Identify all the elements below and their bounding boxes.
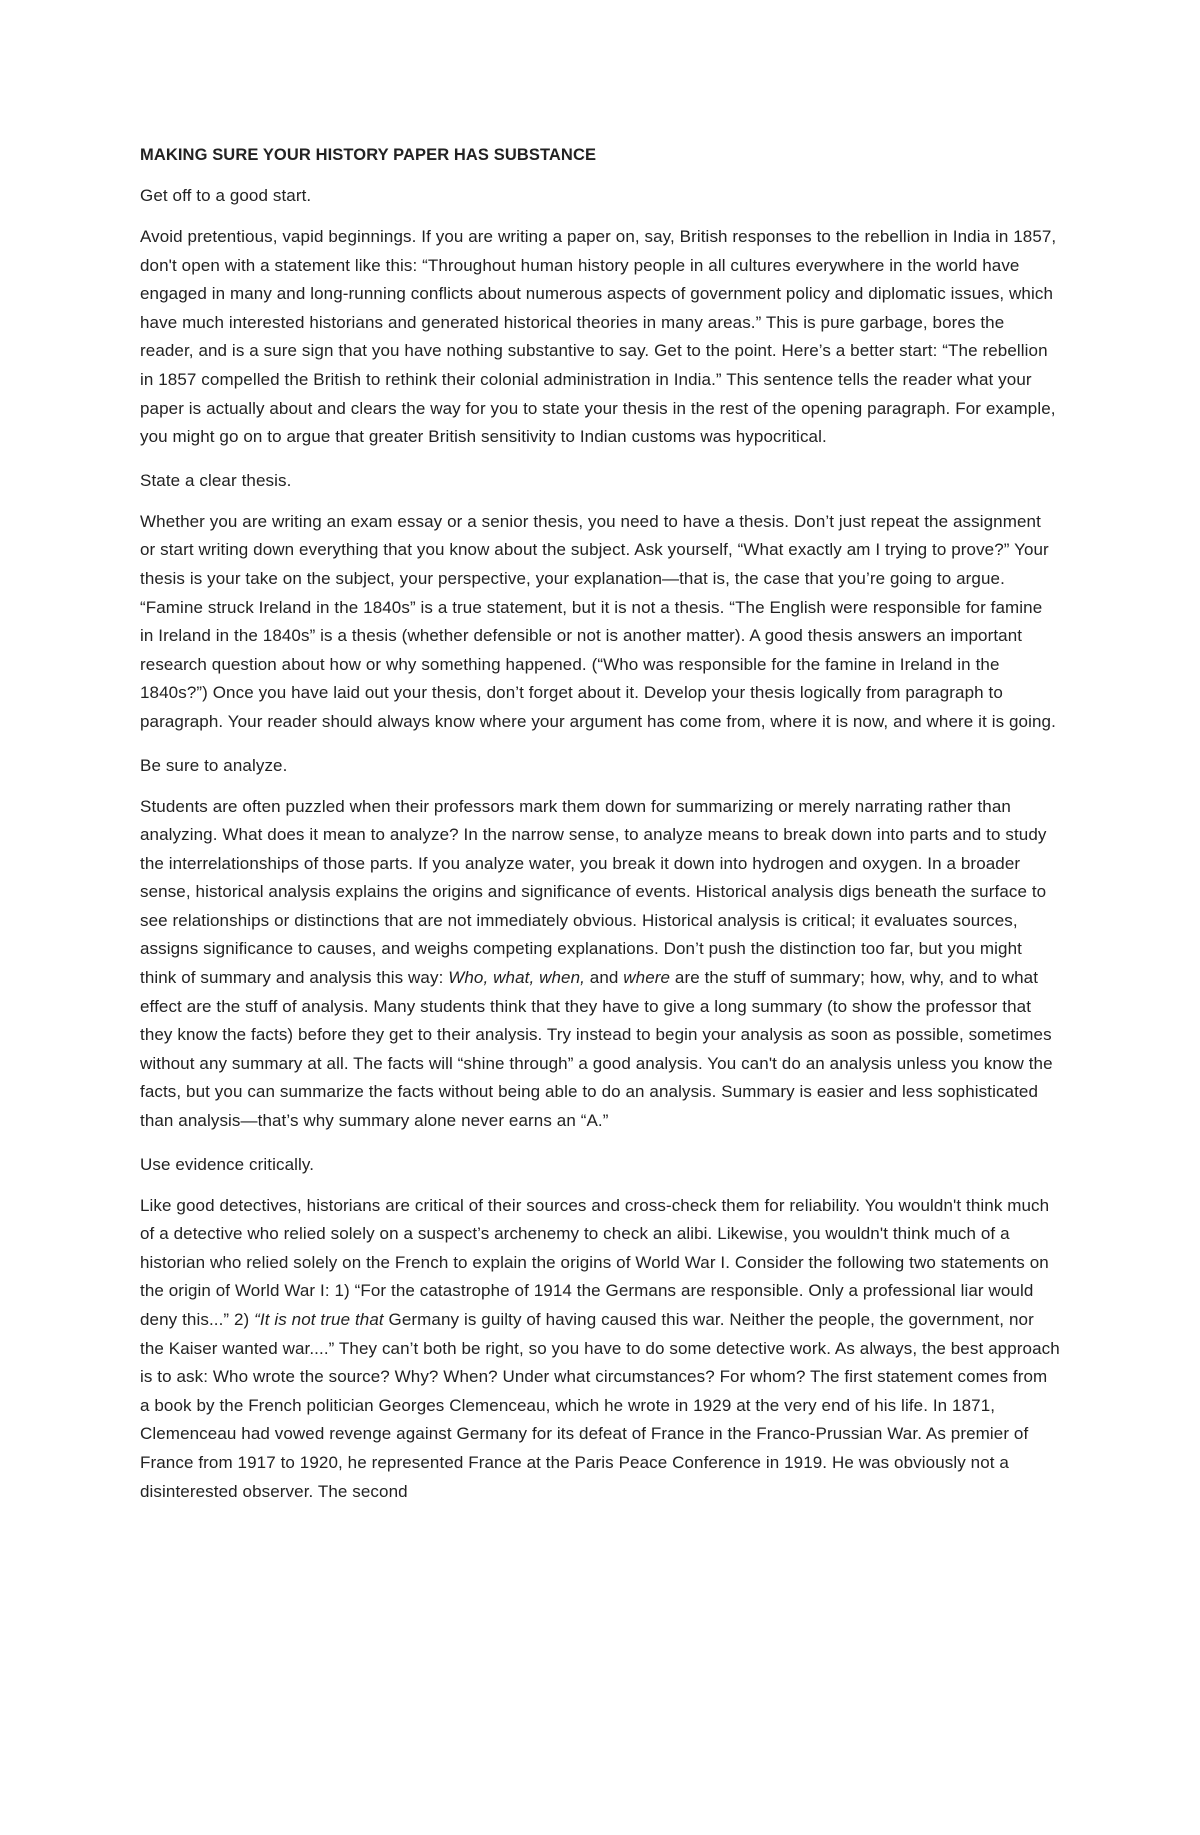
- section-paragraph-clear-thesis: Whether you are writing an exam essay or a senior thesis, you need to have a thesis. Don’t just repeat the assignment or start writing down everything that you know about the subject. Ask yourself, “What exactly am I trying to prove?” Your thesis is your take on the subject, your perspective, your explanation—that is, the case that you’re going to argue. “Famine struck Ireland in the 1840s” is a true statement, but it is not a thesis. “The English were responsible for famine in Ireland in the 1840s” is a thesis (whether defensible or not is another matter). A good thesis answers an important research question about how or why something happened. (“Who was responsible for the famine in Ireland in the 1840s?”) Once you have laid out your thesis, don’t forget about it. Develop your thesis logically from paragraph to paragraph. Your reader should always know where your argument has come from, where it is now, and where it is going.: [140, 511, 1056, 731]
- document-title: MAKING SURE YOUR HISTORY PAPER HAS SUBSTANCE: [140, 146, 597, 164]
- italic-run: Who, what, when,: [448, 968, 585, 988]
- document-page: [140, 143, 1060, 1506]
- section-paragraph-analyze: [140, 793, 1060, 1136]
- italic-run: “It is not true that: [254, 1310, 384, 1329]
- text-run: are the stuff of summary; how, why, and to what effect are the stuff of analysis. Many students think that they have to give a long summary (to show the professor that they know the facts) before they get to their analysis. Try instead to begin your analysis as soon as possible, sometimes without any summary at all. The facts will “shine through” a good analysis. You can't do an analysis unless you know the facts, but you can summarize the facts without being able to do an analysis. Summary is easier and less sophisticated than analysis—that’s why summary alone never earns an “A.”: [140, 968, 1053, 1131]
- text-run: Like good detectives, historians are critical of their sources and cross-check them for reliability. You wouldn't think much of a detective who relied solely on a suspect’s archenemy to check an alibi. Likewise, you wouldn't think much of a historian who relied solely on the French to explain the origins of World War I. Consider the following two statements on the origin of World War I: 1) “For the catastrophe of 1914 the Germans are responsible. Only a professional liar would deny this...” 2): [140, 1195, 1050, 1329]
- section-heading-clear-thesis: State a clear thesis.: [140, 470, 292, 490]
- section-heading-evidence: Use evidence critically.: [140, 1154, 315, 1174]
- section-heading-analyze: Be sure to analyze.: [140, 755, 288, 775]
- text-run: Students are often puzzled when their professors mark them down for summarizing or merely narrating rather than analyzing. What does it mean to analyze? In the narrow sense, to analyze means to break down into parts and to study the interrelationships of those parts. If you analyze water, you break it down into hydrogen and oxygen. In a broader sense, historical analysis explains the origins and significance of events. Historical analysis digs beneath the surface to see relationships or distinctions that are not immediately obvious. Historical analysis is critical; it evaluates sources, assigns significance to causes, and weighs competing explanations. Don’t push the distinction too far, but you might think of summary and analysis this way:: [140, 796, 1047, 988]
- text-run: Germany is guilty of having caused this war. Neither the people, the government, nor the Kaiser wanted war....” They can’t both be right, so you have to do some detective work. As always, the best approach is to ask: Who wrote the source? Why? When? Under what circumstances? For whom? The first statement comes from a book by the French politician Georges Clemenceau, which he wrote in 1929 at the very end of his life. In 1871, Clemenceau had vowed revenge against Germany for its defeat of France in the Franco-Prussian War. As premier of France from 1917 to 1920, he represented France at the Paris Peace Conference in 1919. He was obviously not a disinterested observer. The second: [140, 1310, 1060, 1501]
- italic-run: where: [623, 968, 671, 988]
- section-paragraph-evidence: [140, 1192, 1060, 1507]
- text-run: and: [584, 968, 624, 988]
- section-paragraph-good-start: Avoid pretentious, vapid beginnings. If you are writing a paper on, say, British responses to the rebellion in India in 1857, don't open with a statement like this: “Throughout human history people in all cultures everywhere in the world have engaged in many and long-running conflicts about numerous aspects of government policy and diplomatic issues, which have much interested historians and generated historical theories in many areas.” This is pure garbage, bores the reader, and is a sure sign that you have nothing substantive to say. Get to the point. Here’s a better start: “The rebellion in 1857 compelled the British to rethink their colonial administration in India.” This sentence tells the reader what your paper is actually about and clears the way for you to state your thesis in the rest of the opening paragraph. For example, you might go on to argue that greater British sensitivity to Indian customs was hypocritical.: [140, 227, 1057, 447]
- section-heading-good-start: Get off to a good start.: [140, 186, 312, 205]
